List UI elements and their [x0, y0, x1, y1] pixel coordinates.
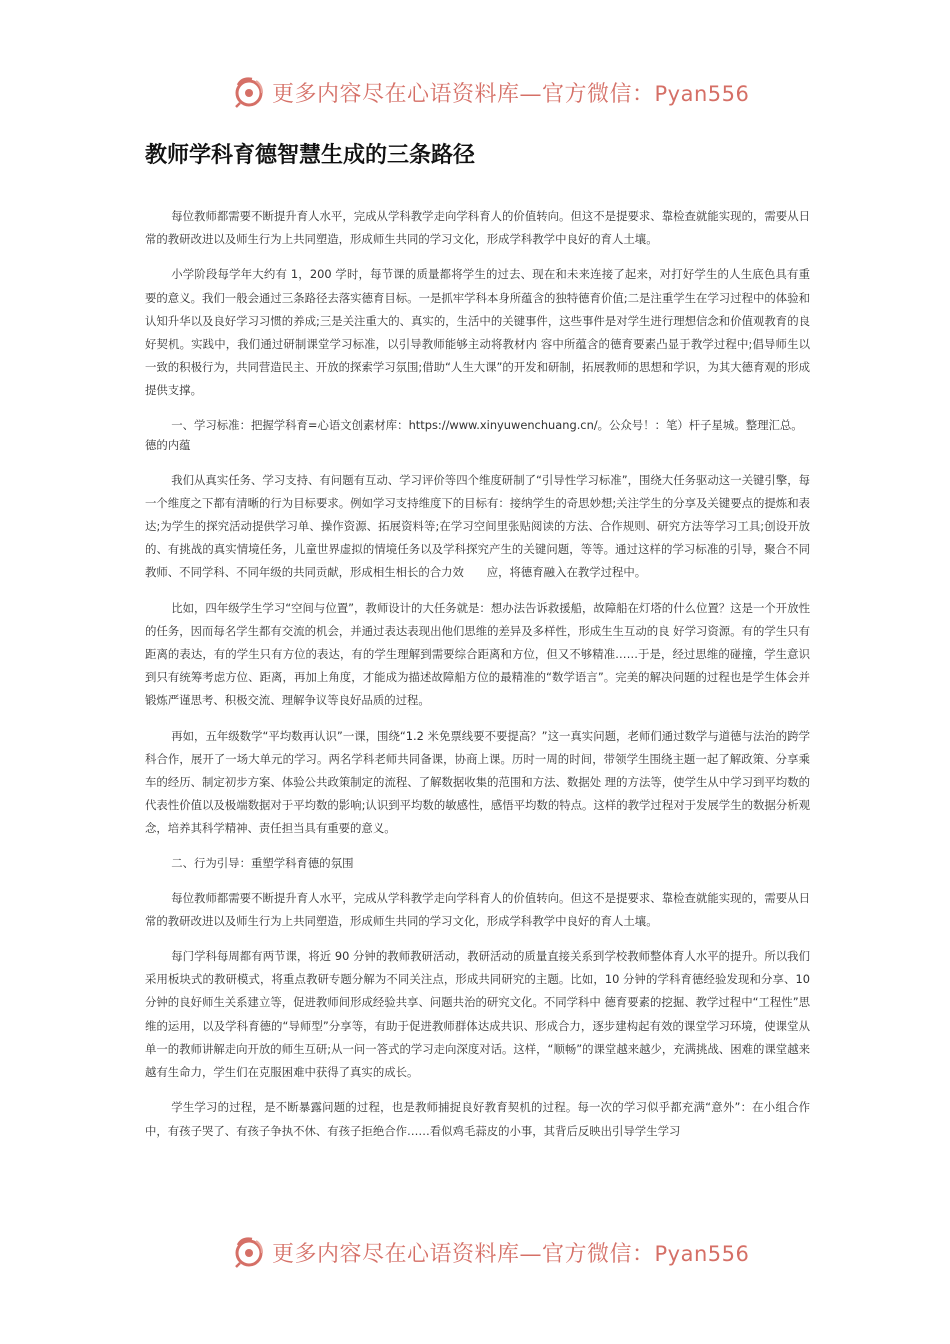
paragraph: 我们从真实任务、学习支持、有问题有互动、学习评价等四个维度研制了“引导性学习标准”，围绕大任务驱动这一关键引擎，每一个维度之下都有清晰的行为目标要求。例如学习支持维度下的目标有：接纳学生的奇思妙想;关注学生的分享及关键要点的提炼和表达;为学生的探究活动提供学习单、操作资源、拓展资料等;在学习空间里张贴阅读的方法、合作规则、研究方法等学习工具;创设开放的、有挑战的真实情境任务，儿童世界虚拟的情境任务以及学科探究产生的关键问题，等等。通过这样的学习标准的引导，聚合不同教师、不同学科、不同年级的共同贡献，形成相生相长的合力效 应，将德育融入在教学过程中。 — [145, 472, 810, 580]
paragraph: 学生学习的过程，是不断暴露问题的过程，也是教师捕捉良好教育契机的过程。每一次的学习似乎都充满“意外”：在小组合作中，有孩子哭了、有孩子争执不休、有孩子拒绝合作……看似鸡毛蒜皮的小事，其背后反映出引导学生学习 — [145, 1100, 810, 1138]
paragraph: 每位教师都需要不断提升育人水平，完成从学科教学走向学科育人的价值转向。但这不是提要求、靠检查就能实现的，需要从日常的教研改进以及师生行为上共同塑造，形成师生共同的学习文化，形成学科教学中良好的育人土壤。 — [145, 890, 810, 928]
header-banner — [0, 70, 950, 114]
article-body — [145, 205, 810, 1155]
paragraph: 小学阶段每学年大约有 1，200 学时，每节课的质量都将学生的过去、现在和未来连接了起来，对打好学生的人生底色具有重要的意义。我们一般会通过三条路径去落实德育目标。一是抓牢学科本身所蕴含的独特德育价值;二是注重学生在学习过程中的体验和认知升华以及良好学习习惯的养成;三是关注重大的、真实的，生活中的关键事件，这些事件是对学生进行理想信念和价值观教育的良好契机。实践中，我们通过研制课堂学习标准，以引导教师能够主动将教材内 容中所蕴含的德育要素凸显于教学过程中;倡导师生以一致的积极行为，共同营造民主、开放的探索学习氛围;借助“人生大课”的开发和研制，拓展教师的思想和学识，为其大德育观的形成提供支撑。 — [145, 267, 810, 398]
brand-logo-icon — [232, 75, 266, 109]
footer-banner — [0, 1230, 950, 1274]
paragraph: 再如，五年级数学“平均数再认识”一课，围绕“1.2 米免票线要不要提高？”这一真实问题，老师们通过数学与道德与法治的跨学科合作，展开了一场大单元的学习。两名学科老师共同备课，协商上课。历时一周的时间，带领学生围绕主题一起了解政策、分享乘车的经历、制定初步方案、体验公共政策制定的流程、了解数据收集的范围和方法、数据处 理的方法等，使学生从中学习到平均数的代表性价值以及极端数据对于平均数的影响;认识到平均数的敏感性，感悟平均数的特点。这样的教学过程对于发展学生的数据分析观念，培养其科学精神、责任担当具有重要的意义。 — [145, 728, 810, 836]
brand-logo-icon — [232, 1235, 266, 1269]
paragraph: 比如，四年级学生学习“空间与位置”，教师设计的大任务就是：想办法告诉救援船，故障船在灯塔的什么位置？这是一个开放性的任务，因而每名学生都有交流的机会，并通过表达表现出他们思维的差异及多样性，形成生生互动的良 好学习资源。有的学生只有距离的表达，有的学生只有方位的表达，有的学生理解到需要综合距离和方位，但又不够精准……于是，经过思维的碰撞，学生意识到只有统筹考虑方位、距离，再加上角度，才能成为描述故障船方位的最精准的“数学语言”。完美的解决问题的过程也是学生体会并锻炼严谨思考、积极交流、理解争议等良好品质的过程。 — [145, 600, 810, 708]
section-heading: 二、行为引导：重塑学科育德的氛围 — [171, 855, 354, 870]
wechat-id: Pyan556 — [654, 1241, 750, 1266]
page-title: 教师学科育德智慧生成的三条路径 — [145, 143, 476, 168]
paragraph: 每门学科每周都有两节课，将近 90 分钟的教师教研活动，教研活动的质量直接关系到学校教师整体育人水平的提升。所以我们采用板块式的教研模式，将重点教研专题分解为不同关注点，形成共同研究的主题。比如，10 分钟的学科育德经验发现和分享、10 分钟的良好师生关系建立等，促进教师间形成经验共享、问题共治的研究文化。不同学科中 德育要素的挖掘、教学过程中“工程性”思维的运用，以及学科育德的“导师型”分享等，有助于促进教师群体达成共识、形成合力，逐步建构起有效的课堂学习环境，使课堂从单一的教师讲解走向开放的师生互研;从一问一答式的学习走向深度对话。这样，“顺畅”的课堂越来越少，充满挑战、困难的课堂越来越有生命力，学生们在克服困难中获得了真实的成长。 — [145, 949, 810, 1080]
section-heading: 一、学习标准：把握学科育=心语文创素材库：https://www.xinyuwenchuang.cn/。公众号！：笔）杆子星城。整理汇总。德的内蕴 — [145, 417, 803, 452]
banner-text: 更多内容尽在心语资料库—官方微信：Pyan556 — [272, 81, 750, 107]
banner-text: 更多内容尽在心语资料库—官方微信：Pyan556 — [272, 1241, 750, 1267]
wechat-id: Pyan556 — [654, 81, 750, 106]
paragraph: 每位教师都需要不断提升育人水平，完成从学科教学走向学科育人的价值转向。但这不是提要求、靠检查就能实现的，需要从日常的教研改进以及师生行为上共同塑造，形成师生共同的学习文化，形成学科教学中良好的育人土壤。 — [145, 209, 810, 247]
